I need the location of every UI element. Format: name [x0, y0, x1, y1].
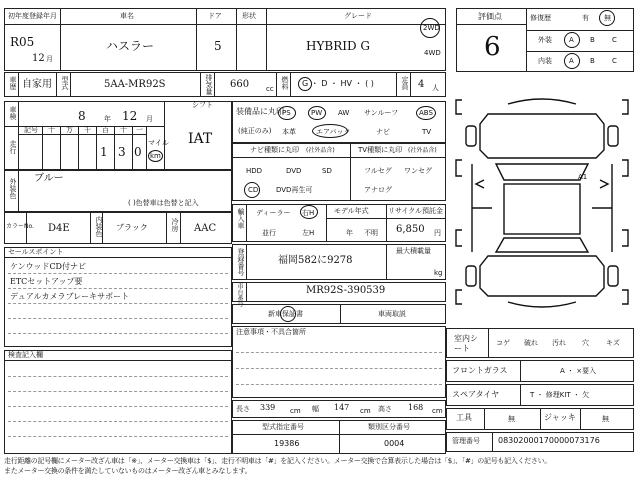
exterior-grade-b: B [590, 36, 595, 44]
exterior-grade-label: 外装 [538, 36, 552, 44]
import-parallel: 並行 [262, 229, 276, 237]
header-box [4, 8, 446, 71]
navi-note: (社外品含) [306, 147, 335, 154]
car-name-label: 車名 [120, 12, 134, 20]
interior-grade-a: A [569, 57, 574, 65]
length-unit: cm [290, 407, 301, 415]
sheet-item-4: 穴 [582, 339, 589, 347]
selling-point-3: デュアルカメラブレーキサポート [10, 292, 130, 301]
color-no-label: カラーNo. [6, 223, 34, 230]
score-label: 評価点 [478, 12, 502, 21]
sheet-item-5: キズ [606, 339, 620, 347]
max-load-label: 最大積載量 [396, 247, 431, 255]
mileage-digit-3: 1 [100, 145, 108, 159]
equipment-leather: 本革 [282, 128, 296, 136]
mileage-label: 走行 [9, 140, 17, 154]
category-value: 0004 [384, 439, 405, 448]
inspection-month-unit: 月 [146, 115, 153, 123]
first-reg-year: R05 [10, 35, 35, 49]
recycle-value: 6,850 [396, 224, 425, 235]
digit-label-1: 十 [48, 126, 55, 134]
first-reg-month: 12 [32, 53, 45, 64]
car-diagram [448, 80, 636, 320]
grade-value: HYBRID G [306, 39, 371, 53]
selling-point-1: ケンウッドCD付ナビ [10, 262, 86, 271]
first-reg-label: 初年度登録年月 [8, 12, 57, 20]
import-label: 輸入車 [237, 208, 245, 229]
ac-value: AAC [194, 223, 217, 234]
doors-value: 5 [214, 39, 222, 53]
registration-value: 福岡582に9278 [278, 255, 353, 266]
door-label: ドア [208, 12, 222, 20]
caution-label: 注意事項・不具合箇所 [236, 328, 306, 336]
drive-2wd: 2WD [423, 24, 440, 32]
displacement-label: 排気量 [205, 74, 213, 95]
mileage-record-label: 記号 [24, 126, 38, 134]
inspector-notes-box [4, 350, 232, 454]
exterior-grade-c: C [612, 36, 617, 44]
capacity-label: 定員 [401, 76, 409, 90]
management-value: 08302000170000073176 [498, 436, 600, 445]
tools-label: 工具 [456, 413, 472, 422]
registration-label: 登録番号 [237, 248, 245, 276]
vehicle-use: 自家用 [22, 79, 52, 90]
navi-label: ナビ種類に丸印 [250, 146, 299, 154]
jack-value: 無 [602, 415, 609, 423]
height-value: 168 [408, 403, 424, 412]
navi-hdd: HDD [246, 167, 263, 175]
cc-unit: cc [266, 85, 274, 93]
digit-label-6: 一 [136, 126, 143, 134]
recycle-unit: 円 [434, 229, 441, 237]
interior-color-value: ブラック [116, 223, 148, 232]
tv-note: (社外品含) [408, 147, 437, 154]
grade-label: グレード [344, 12, 372, 20]
category-label: 類別区分番号 [368, 423, 410, 431]
tv-label: TV種類に丸印 [358, 146, 403, 154]
inspection-year: 8 [78, 109, 86, 123]
mileage-unit-km: km [150, 152, 161, 160]
model-code: 5AA-MR92S [104, 79, 166, 90]
equipment-tv: TV [422, 128, 432, 136]
shift-label: シフト [192, 101, 213, 109]
inspection-label: 車検 [9, 106, 17, 120]
model-year-unit: 年 [346, 229, 353, 237]
digit-label-3: 千 [84, 126, 91, 134]
interior-grade-label: 内装 [538, 57, 552, 65]
vehicle-history-label: 車歴 [9, 76, 17, 90]
repair-no: 無 [604, 14, 611, 22]
shift-value: IAT [188, 131, 213, 147]
capacity-unit: 人 [432, 84, 439, 92]
displacement-value: 660 [230, 79, 250, 90]
management-label: 管理番号 [452, 437, 480, 445]
spare-tire-value: T ・ 修理KIT ・ 欠 [530, 391, 590, 399]
docs-box [232, 304, 446, 324]
caution-box [232, 326, 446, 398]
navi-sd: SD [322, 167, 332, 175]
height-unit: cm [432, 407, 443, 415]
equipment-ps: PS [282, 109, 291, 117]
interior-grade-b: B [590, 57, 595, 65]
mileage-digit-5: 0 [134, 145, 142, 159]
equipment-abs: ABS [419, 109, 433, 117]
footer-line-1: 走行距離の記号欄にメーター改ざん車は「※」、メーター交換車は「$」、走行不明車は「#」を記入ください。メーター交換で合算表示した場合は「$」、「#」の記号も記入ください。 [4, 457, 552, 465]
inspection-month: 12 [122, 109, 138, 123]
navi-dvd: DVD [286, 167, 302, 175]
ac-label: 冷房 [171, 218, 179, 232]
jack-label: ジャッキ [544, 413, 576, 422]
equipment-sublabel: (純正のみ) [238, 127, 272, 135]
equipment-airbag: エアバック [316, 128, 351, 136]
score-value: 6 [484, 32, 501, 62]
interior-grade-c: C [612, 57, 617, 65]
inspection-year-unit: 年 [104, 115, 111, 123]
interior-sheet-label: 室内シート [454, 334, 478, 353]
color-no-value: D4E [48, 223, 70, 234]
width-unit: cm [360, 407, 371, 415]
model-year-unknown: 不明 [364, 229, 378, 237]
selling-points-label: セールスポイント [8, 248, 64, 256]
mileage-digit-4: 3 [118, 145, 126, 159]
import-right: 右H [302, 209, 315, 217]
chassis-value: MR92S-390539 [306, 285, 386, 296]
sheet-item-2: 破れ [524, 339, 538, 347]
model-year-label: モデル年式 [334, 207, 369, 215]
type-label: 型式指定番号 [262, 423, 304, 431]
max-load-unit: kg [434, 269, 443, 277]
selling-point-2: ETCセットアップ要 [10, 277, 83, 286]
exterior-label: 外装色 [9, 178, 17, 199]
footer-line-2: またメーター交換の条件を満たしていないものはメーター改ざん車とみなします。 [4, 467, 252, 475]
height-label: 高さ [378, 405, 392, 413]
shape-label: 形状 [242, 12, 256, 20]
length-label: 長さ [236, 405, 250, 413]
spare-tire-label: スペアタイヤ [452, 390, 500, 399]
repair-yes: 有 [582, 14, 589, 22]
car-diagram-drawing [448, 80, 636, 320]
navi-cd: CD [248, 186, 259, 194]
capacity-value: 4 [418, 79, 425, 90]
inspector-notes-label: 検査記入欄 [8, 351, 43, 359]
equipment-label: 装備品に丸印 [236, 107, 284, 116]
import-left: 左H [302, 229, 315, 237]
tv-oneseg: ワンセグ [404, 167, 432, 175]
front-glass-value: A ・ ×要入 [560, 367, 597, 375]
exterior-value: ブルー [34, 173, 64, 184]
diagram-mark: A1 [578, 173, 588, 181]
first-reg-month-unit: 月 [46, 55, 53, 63]
equipment-aw: AW [338, 109, 350, 117]
recycle-label: リサイクル預託金 [388, 207, 444, 215]
manual: 車両取説 [378, 310, 406, 318]
equipment-navi: ナビ [376, 128, 390, 136]
chassis-label: 車台番号 [236, 283, 243, 307]
drive-4wd: 4WD [424, 49, 441, 57]
interior-color-label: 内装色 [95, 216, 103, 237]
model-label: 型式 [61, 76, 69, 90]
tools-value: 無 [508, 415, 515, 423]
digit-label-5: 十 [120, 126, 127, 134]
tv-fullseg: フルセグ [364, 167, 392, 175]
tv-analog: アナログ [364, 186, 392, 194]
import-dealer: ディーラー [256, 209, 291, 217]
new-warranty: 新車保証書 [268, 310, 303, 318]
sheet-item-1: コゲ [496, 339, 510, 347]
length-value: 339 [260, 403, 276, 412]
sheet-item-3: 汚れ [552, 339, 566, 347]
digit-label-4: 百 [102, 126, 109, 134]
exterior-grade-a: A [569, 36, 574, 44]
digit-label-2: 万 [66, 126, 73, 134]
mileage-unit-mile: マイル [148, 139, 169, 147]
exterior-note: ( )色替車は色替と記入 [128, 199, 199, 207]
repair-label: 修復歴 [530, 14, 551, 22]
equipment-pw: PW [311, 109, 323, 117]
fuel-options: G ・ D ・ HV ・ ( ) [302, 79, 374, 88]
equipment-sunroof: サンルーフ [364, 109, 399, 117]
type-value: 19386 [274, 439, 300, 448]
fuel-label: 燃料 [281, 76, 289, 90]
navi-dvd-play: DVD再生可 [276, 186, 313, 194]
car-name-value: ハスラー [106, 39, 155, 53]
width-label: 幅 [312, 405, 319, 413]
width-value: 147 [334, 403, 350, 412]
front-glass-label: フロントガラス [452, 366, 508, 375]
